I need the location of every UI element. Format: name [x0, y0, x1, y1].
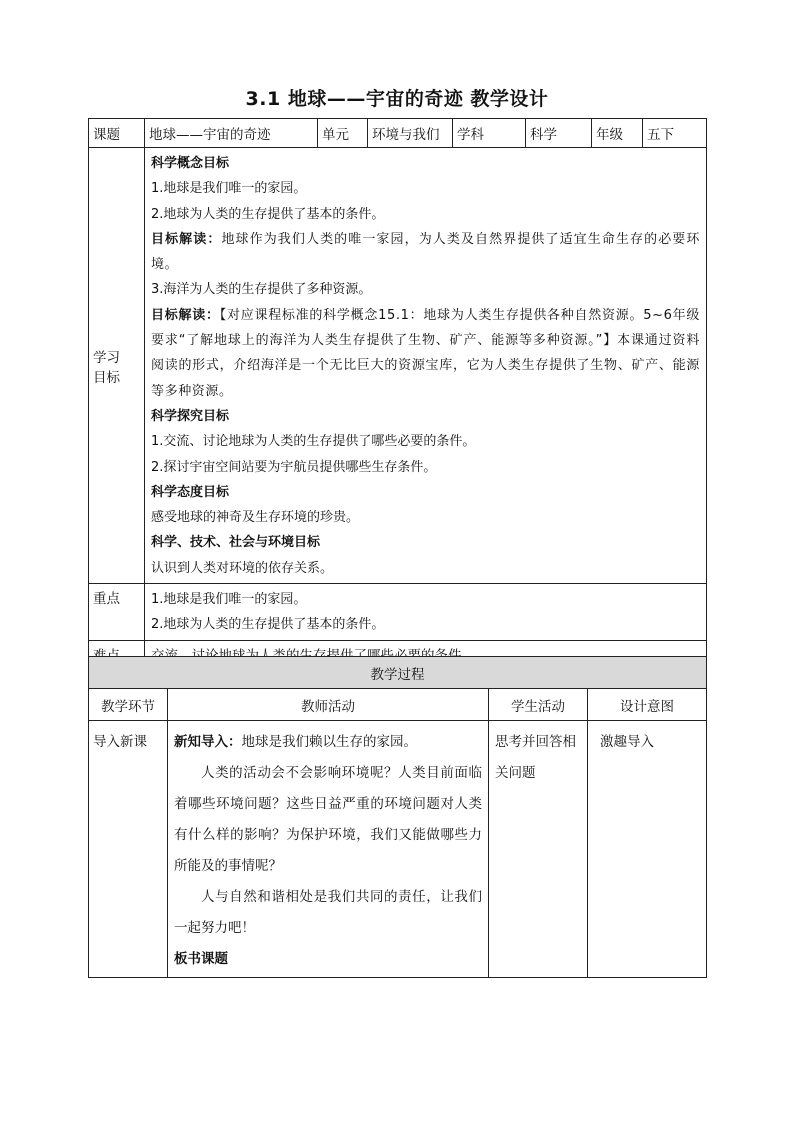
intro-text: 地球是我们赖以生存的家园。	[241, 734, 417, 750]
document-title: 3.1 地球——宇宙的奇迹 教学设计	[245, 88, 549, 110]
topic-value: 地球——宇宙的奇迹	[145, 119, 318, 148]
sts-item-1: 认识到人类对环境的依存关系。	[151, 560, 334, 576]
sts-heading: 科学、技术、社会与环境目标	[151, 535, 321, 551]
interpretation-2	[151, 303, 700, 404]
concept-item-3: 3.海洋为人类的生存提供了多种资源。	[151, 282, 372, 298]
lesson-info-table	[88, 118, 707, 668]
teacher-paragraph-2: 人与自然和谐相处是我们共同的责任，让我们一起努力吧！	[174, 889, 482, 936]
key-points-content	[145, 584, 707, 641]
info-row	[89, 119, 707, 148]
attitude-item-1: 感受地球的神奇及生存环境的珍贵。	[151, 510, 360, 526]
interpretation-1	[151, 227, 700, 278]
inquiry-heading: 科学探究目标	[151, 408, 230, 424]
subject-value: 科学	[526, 119, 592, 148]
design-intent-cell: 激趣导入	[588, 721, 707, 978]
teacher-activity-cell	[168, 721, 489, 978]
col-intent-header: 设计意图	[588, 689, 707, 721]
board-title-label: 板书课题	[174, 951, 228, 967]
unit-label: 单元	[318, 119, 368, 148]
unit-value: 环境与我们	[368, 119, 453, 148]
key-points-row	[89, 584, 707, 641]
process-heading-row	[89, 657, 707, 689]
concept-item-1: 1.地球是我们唯一的家园。	[151, 181, 307, 197]
teacher-paragraph-1: 人类的活动会不会影响环境呢？人类目前面临着哪些环境问题？这些日益严重的环境问题对人类有什么样的影响？为保护环境，我们又能做哪些力所能及的事情呢？	[174, 765, 482, 874]
interpretation-1-text: 地球作为我们人类的唯一家园，为人类及自然界提供了适宜生命生存的必要环境。	[151, 231, 700, 273]
process-heading: 教学过程	[89, 657, 707, 689]
process-header-row	[89, 689, 707, 721]
goals-content	[145, 148, 707, 584]
intro-line	[174, 727, 482, 758]
teaching-process-table	[88, 656, 707, 978]
key-points-label: 重点	[89, 584, 145, 641]
inquiry-item-2: 2.探讨宇宙空间站要为宇航员提供哪些生存条件。	[151, 459, 437, 475]
interpretation-2-text: 【对应课程标准的科学概念15.1：地球为人类生存提供各种自然资源。5~6年级要求“了解地球上的海洋为人类生存提供了生物、矿产、能源等多种资源。”】本课通过资料阅读的形式，介绍海洋是一个无比巨大的资源宝库，它为人类生存提供了生物、矿产、能源等多种资源。	[151, 307, 700, 399]
inquiry-item-1: 1.交流、讨论地球为人类的生存提供了哪些必要的条件。	[151, 434, 476, 450]
student-activity-cell: 思考并回答相关问题	[489, 721, 588, 978]
goals-label	[89, 148, 145, 584]
col-stage-header: 教学环节	[89, 689, 168, 721]
goals-row	[89, 148, 707, 584]
topic-label: 课题	[89, 119, 145, 148]
col-teacher-header: 教师活动	[168, 689, 489, 721]
stage-cell: 导入新课	[89, 721, 168, 978]
grade-value: 五下	[643, 119, 707, 148]
concept-heading: 科学概念目标	[151, 156, 230, 171]
goals-label-line2: 目标	[93, 369, 120, 386]
attitude-heading: 科学态度目标	[151, 484, 230, 500]
interpretation-1-label: 目标解读：	[151, 231, 222, 247]
key-point-item-2: 2.地球为人类的生存提供了基本的条件。	[151, 617, 385, 633]
process-row-intro	[89, 721, 707, 978]
grade-label: 年级	[592, 119, 643, 148]
interpretation-2-label: 目标解读：	[151, 307, 220, 323]
key-point-item-1: 1.地球是我们唯一的家园。	[151, 592, 307, 608]
subject-label: 学科	[453, 119, 526, 148]
concept-item-2: 2.地球为人类的生存提供了基本的条件。	[151, 206, 385, 222]
intro-label: 新知导入：	[174, 734, 242, 750]
goals-label-line1: 学习	[93, 349, 120, 366]
col-student-header: 学生活动	[489, 689, 588, 721]
